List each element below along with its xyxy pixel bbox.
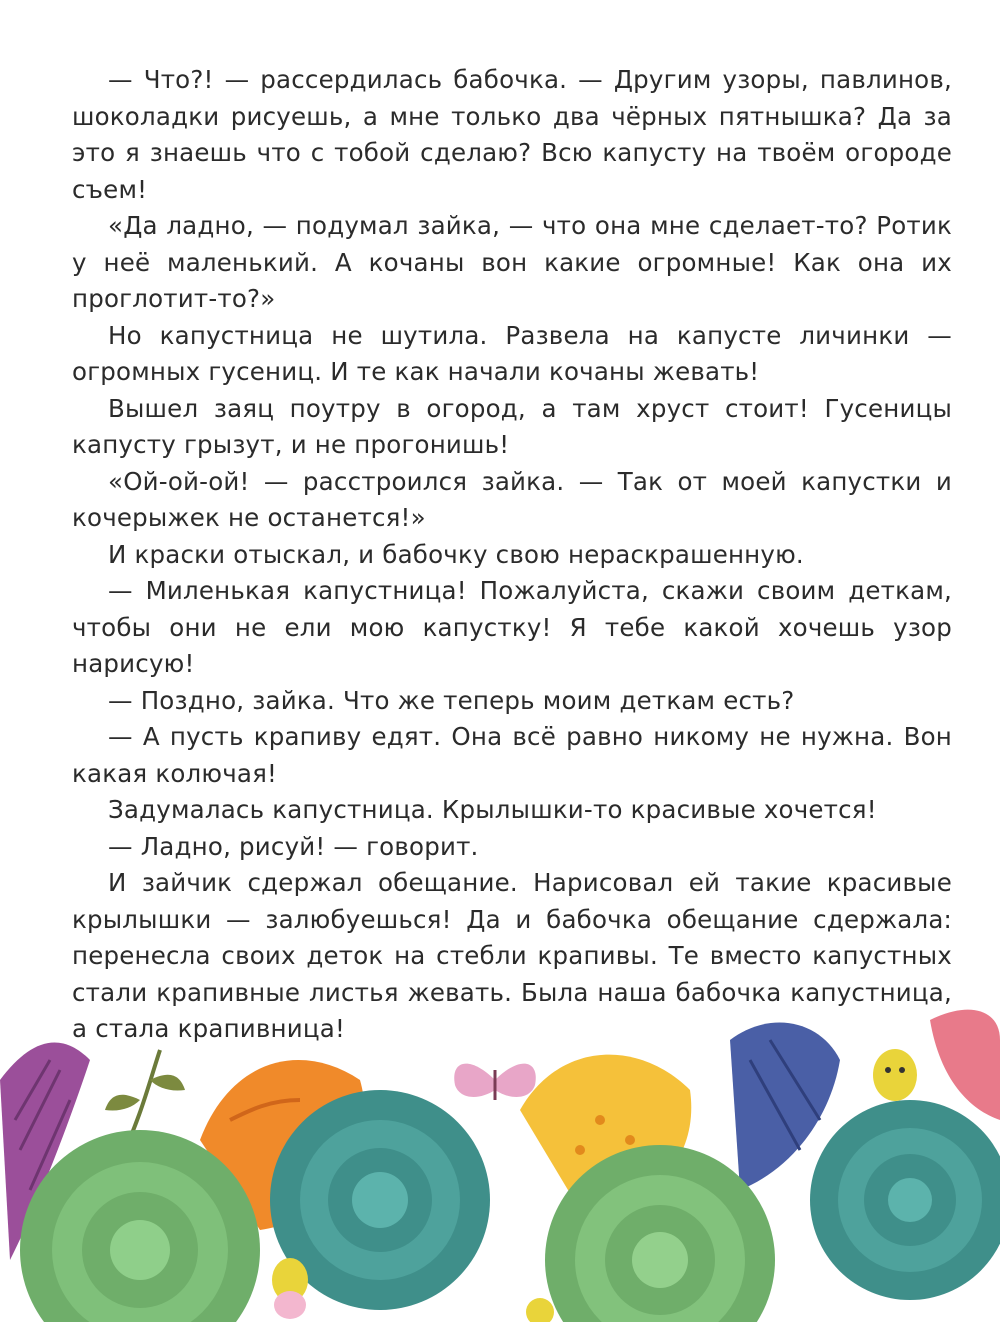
cabbage-right	[810, 1100, 1000, 1300]
paragraph-10: Задумалась капустница. Крылышки-то красивые хочется!	[108, 795, 877, 824]
paragraph-11: — Ладно, рисуй! — говорит.	[108, 831, 479, 861]
caterpillar-bottom-center	[526, 1298, 554, 1322]
paragraph-8: — Поздно, зайка. Что же теперь моим деткам есть?	[108, 685, 795, 715]
butterfly-icon	[454, 1064, 536, 1100]
paragraph-4: Вышел заяц поутру в огород, а там хруст стоит! Гусеницы капусту грызут, и не прогонишь!	[72, 393, 952, 459]
paragraph-6: И краски отыскал, и бабочку свою нераскрашенную.	[108, 539, 804, 569]
paragraph-9: — А пусть крапиву едят. Она всё равно никому не нужна. Вон какая колючая!	[72, 722, 952, 788]
paragraph-12: И зайчик сдержал обещание. Нарисовал ей такие красивые крылышки — залюбуешься! Да и бабочка обещание сдержала: перенесла своих деток на стебли крапивы. Те вместо капустных стали крапивные листья жевать. Была наша бабочка капустница, а стала крапивница!	[72, 868, 952, 1043]
garden-illustration	[0, 1000, 1000, 1322]
pink-flower-right	[930, 1010, 1000, 1120]
paragraph-1: — Что?! — рассердилась бабочка. — Другим узоры, павлинов, шоколадки рисуешь, а мне только два чёрных пятнышка? Да за это я знаешь что с тобой сделаю? Всю капусту на твоём огороде съем!	[72, 65, 952, 204]
caterpillar-right	[873, 1049, 917, 1101]
paragraph-5: «Ой-ой-ой! — расстроился зайка. — Так от моей капустки и кочерыжек не останется!»	[72, 466, 952, 532]
caterpillar-bottom-left	[272, 1258, 308, 1319]
story-text	[72, 62, 952, 1048]
paragraph-3: Но капустница не шутила. Развела на капусте личинки — огромных гусениц. И те как начали кочаны жевать!	[72, 320, 952, 386]
paragraph-7: — Миленькая капустница! Пожалуйста, скажи своим деткам, чтобы они не ели мою капустку! Я тебе какой хочешь узор нарисую!	[72, 576, 952, 678]
paragraph-2: «Да ладно, — подумал зайка, — что она мне сделает-то? Ротик у неё маленький. А кочаны вон какие огромные! Как она их проглотит-то?»	[72, 211, 952, 313]
